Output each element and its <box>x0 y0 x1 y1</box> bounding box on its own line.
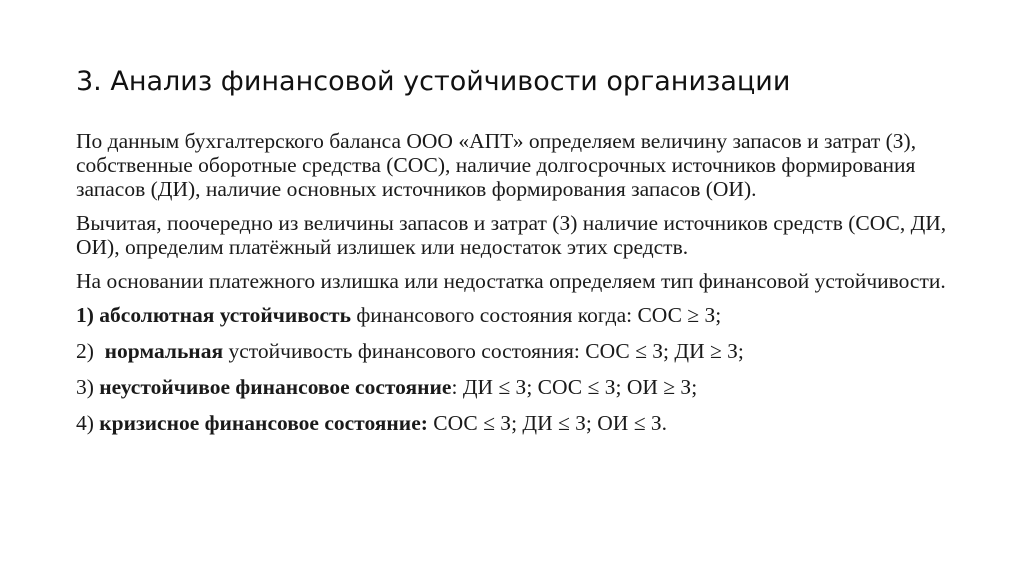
type-term: абсолютная устойчивость <box>99 303 351 327</box>
paragraph-balance-data: По данным бухгалтерского баланса ООО «АПТ» определяем величину запасов и затрат (З), собственные оборотные средства (СОС), наличие долгосрочных источников формирования запасов (ДИ), наличие основных источников формирования запасов (ОИ). <box>76 129 917 201</box>
type-number: 4) <box>76 411 94 435</box>
stability-type-crisis <box>76 411 956 435</box>
stability-type-normal <box>76 339 956 363</box>
paragraph-surplus-deficit: Вычитая, поочередно из величины запасов и затрат (З) наличие источников средств (СОС, ДИ, ОИ), определим платёжный излишек или недостаток этих средств. <box>76 211 947 259</box>
type-term: нормальная <box>104 339 224 363</box>
type-number: 1) <box>76 303 94 327</box>
paragraph-stability-type: На основании платежного излишка или недостатка определяем тип финансовой устойчивости. <box>76 269 946 293</box>
stability-type-absolute <box>76 303 956 327</box>
slide-title: 3. Анализ финансовой устойчивости организации <box>76 66 791 97</box>
stability-type-unstable <box>76 375 956 399</box>
type-term: кризисное финансовое состояние: <box>99 411 428 435</box>
type-number: 3) <box>76 375 94 399</box>
type-condition: : ДИ ≤ З; СОС ≤ З; ОИ ≥ З; <box>451 375 698 399</box>
type-condition: СОС ≤ З; ДИ ≤ З; ОИ ≤ З. <box>433 411 668 435</box>
type-condition: финансового состояния когда: СОС ≥ З; <box>356 303 722 327</box>
type-term: неустойчивое финансовое состояние <box>99 375 452 399</box>
type-condition: устойчивость финансового состояния: СОС ≤ З; ДИ ≥ З; <box>228 339 744 363</box>
slide-body <box>76 129 956 447</box>
type-number: 2) <box>76 339 94 363</box>
